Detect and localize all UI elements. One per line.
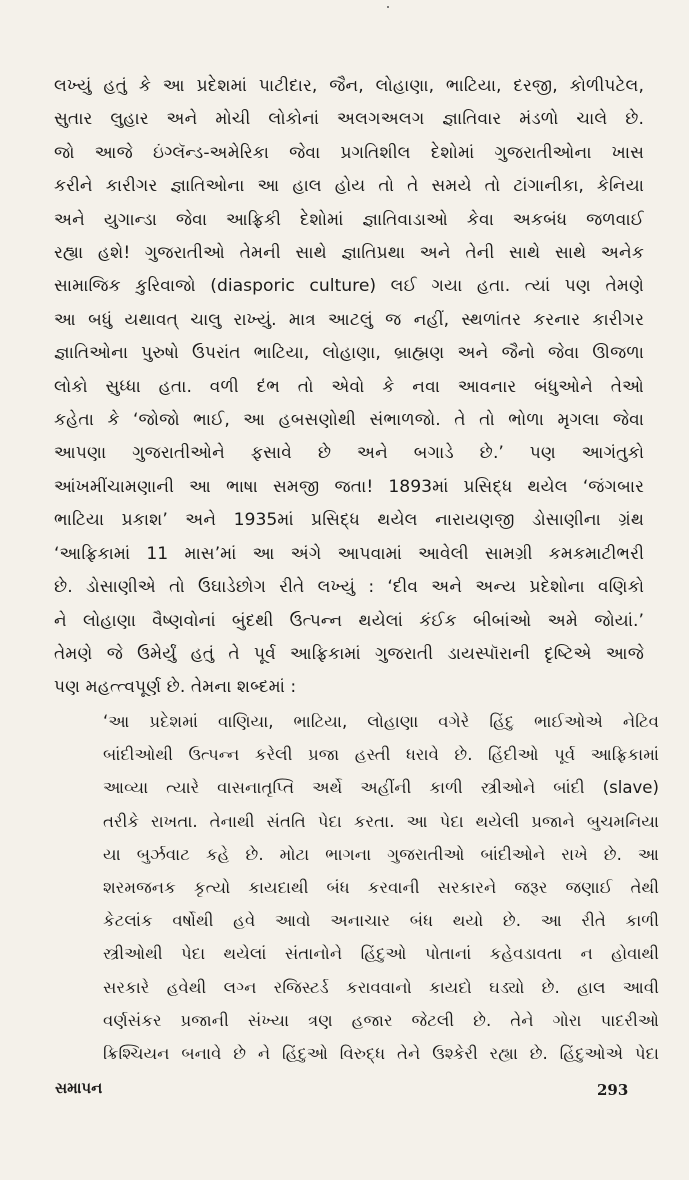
paper-speck [387,6,389,8]
quote-line: તરીકે રાખતા. તેનાથી સંતતિ પેદા કરતા. આ પેદા થયેલી પ્રજાને બુચમનિયા [103,811,659,831]
text-line: ભાટિયા પ્રકાશ’ અને 1935માં પ્રસિદ્ધ થયેલ નારાયણજી ડોસાણીના ગ્રંથ [54,510,644,531]
quote-line: વર્ણસંકર પ્રજાની સંખ્યા ત્રણ હજાર જેટલી છે. તેને ગોરા પાદરીઓ [103,1010,659,1030]
text-line: આપણા ગુજરાતીઓને ફસાવે છે અને બગાડે છે.’ પણ આગંતુકો [54,443,644,464]
page-number: 293 [597,1081,629,1099]
text-line: કહેતા કે ‘જોજો ભાઈ, આ હબસણોથી સંભાળજો. તે તો ભોળા મૃગલા જેવા [54,410,644,431]
text-line: સામાજિક કુરિવાજો (diasporic culture) લઈ ગયા હતા. ત્યાં પણ તેમણે [54,276,644,297]
text-line: આંખમીંચામણાની આ ભાષા સમજી જતા! 1893માં પ્રસિદ્ધ થયેલ ‘જંગબાર [54,476,644,497]
text-line: આ બધું યથાવત્ ચાલુ રાખ્યું. માત્ર આટલું જ નહીં, સ્થળાંતર કરનાર કારીગર [54,309,644,330]
quote-line: સરકારે હવેથી લગ્ન રજિસ્ટર્ડ કરાવવાનો કાયદો ઘડ્યો છે. હાલ આવી [103,977,659,997]
chapter-title: સમાપન [55,1079,103,1097]
text-line: ને લોહાણા વૈષ્ણવોનાં બુંદથી ઉત્પન્ન થયેલાં કંઈક બીબાંઓ અમે જોયાં.’ [54,610,644,631]
text-line: જો આજે ઇંગ્લૅન્ડ-અમેરિકા જેવા પ્રગતિશીલ દેશોમાં ગુજરાતીઓના ખાસ [54,142,644,163]
text-line: લખ્યું હતું કે આ પ્રદેશમાં પાટીદાર, જૈન, લોહાણા, ભાટિયા, દરજી, કોળીપટેલ, [54,76,644,96]
text-line: લોકો સુધ્ધા હતા. વળી દંભ તો એવો કે નવા આવનાર બંધુઓને તેઓ [54,376,644,397]
quote-line: બાંદીઓથી ઉત્પન્ન કરેલી પ્રજા હસ્તી ધરાવે છે. હિંદીઓ પૂર્વ આફ્રિકામાં [103,745,659,765]
quote-line: શરમજનક કૃત્યો કાયદાથી બંધ કરવાની સરકારને જરૂર જણાઈ તેથી [103,878,659,898]
quote-line: યા બુર્ઝવાટ કહે છે. મોટા ભાગના ગુજરાતીઓ બાંદીઓને રાખે છે. આ [103,844,659,864]
text-line: પણ મહત્ત્વપૂર્ણ છે. તેમના શબ્દમાં : [54,677,297,698]
text-line: જ્ઞાતિઓના પુરુષો ઉપરાંત ભાટિયા, લોહાણા, બ્રાહ્મણ અને જૈનો જેવા ઊજળા [54,343,644,364]
text-line: કરીને કારીગર જ્ઞાતિઓના આ હાલ હોય તો તે સમયે તો ટાંગાનીકા, કેનિયા [54,176,644,197]
text-line: રહ્યા હશે! ગુજરાતીઓ તેમની સાથે જ્ઞાતિપ્રથા અને તેની સાથે સાથે અનેક [54,243,644,264]
quote-line: આવ્યા ત્યારે વાસનાતૃપ્તિ અર્થે અહીંની કાળી સ્ત્રીઓને બાંદી (slave) [103,778,659,798]
quote-line: સ્ત્રીઓથી પેદા થયેલાં સંતાનોને હિંદુઓ પોતાનાં કહેવડાવતા ન હોવાથી [103,944,659,964]
text-line: સુતાર લુહાર અને મોચી લોકોનાં અલગઅલગ જ્ઞાતિવાર મંડળો ચાલે છે. [54,109,644,130]
text-line: તેમણે જે ઉમેર્યું હતું તે પૂર્વ આફ્રિકામાં ગુજરાતી ડાયસ્પૉરાની દૃષ્ટિએ આજે [54,643,644,664]
quote-line: ક્રિશ્ચિયન બનાવે છે ને હિંદુઓ વિરુદ્ધ તેને ઉશ્કેરી રહ્યા છે. હિંદુઓએ પેદા [103,1044,659,1064]
text-line: અને યુગાન્ડા જેવા આફ્રિકી દેશોમાં જ્ઞાતિવાડાઓ કેવા અકબંધ જળવાઈ [54,209,644,230]
body-paragraph [54,70,644,705]
text-line: ‘આફ્રિકામાં 11 માસ’માં આ અંગે આપવામાં આવેલી સામગ્રી કમકમાટીભરી [54,543,644,564]
block-quote [103,705,659,1070]
quote-line: ‘આ પ્રદેશમાં વાણિયા, ભાટિયા, લોહાણા વગેરે હિંદુ ભાઈઓએ નેટિવ [103,712,659,731]
text-line: છે. ડોસાણીએ તો ઉઘાડેછોગ રીતે લખ્યું : ‘દીવ અને અન્ય પ્રદેશોના વણિકો [54,577,644,598]
quote-line: કેટલાંક વર્ષોથી હવે આવો અનાચાર બંધ થયો છે. આ રીતે કાળી [103,911,659,931]
